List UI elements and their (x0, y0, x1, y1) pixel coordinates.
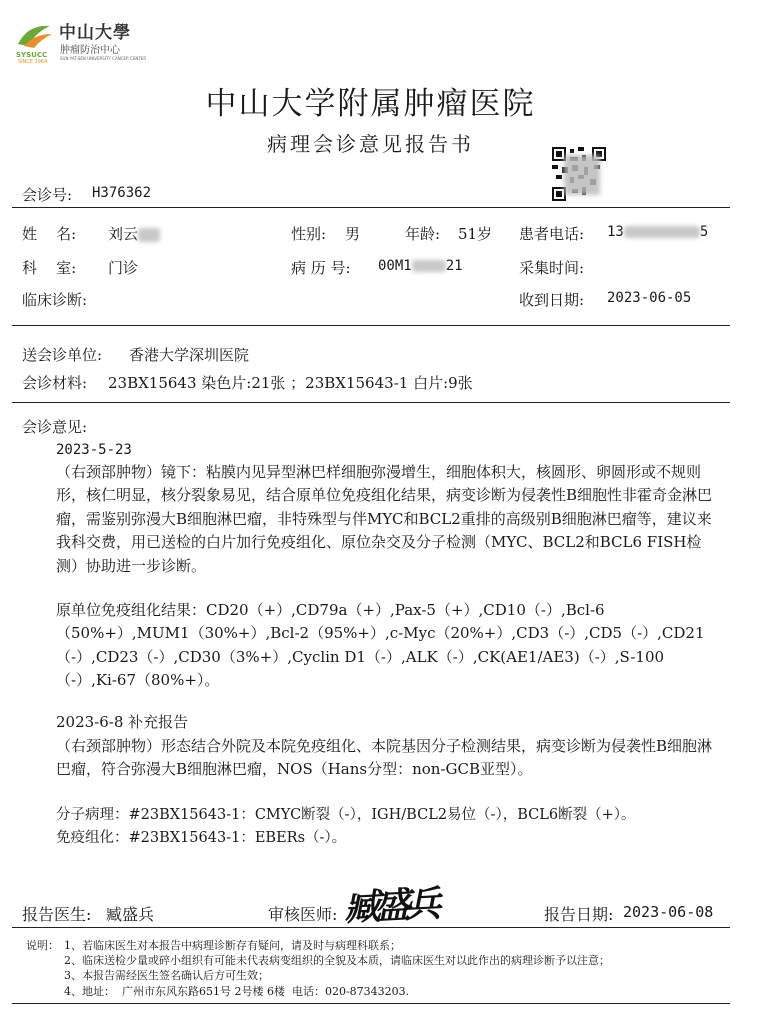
patient-name: 刘云 (108, 225, 139, 243)
reviewer-signature: 臧盛兵 (342, 882, 443, 930)
opinion-immuno: 免疫组化：#23BX15643-1：EBERs（-）。 (56, 830, 347, 846)
collect-label: 采集时间: (519, 259, 585, 277)
record-prefix: 00M1 (378, 258, 412, 274)
note-item: 4、地址： 广州市东风东路651号 2号楼 6楼 电话：020-87343203. (64, 985, 410, 998)
phone-redaction (624, 226, 700, 238)
record-suffix: 21 (445, 258, 463, 274)
divider-patient (12, 325, 730, 326)
consult-no: H376362 (92, 185, 152, 201)
qr-code (552, 147, 606, 201)
unit-label: 送会诊单位: (22, 346, 103, 364)
age-label: 年龄: (405, 225, 441, 243)
opinion-ihc: 原单位免疫组化结果：CD20（+）,CD79a（+）,Pax-5（+）,CD10（-）,Bcl-6（50%+）,MUM1（30%+）,Bcl-2（95%+）,c-Myc（20%+）,CD3（-）,CD5（-）,CD21（-）,CD23（-）,CD30（3%+）,Cyclin D1（-）,ALK（-）,CK(AE1/AE3)（-）,S-100（-）,Ki-67（80%+）。 (56, 601, 705, 690)
unit-value: 香港大学深圳医院 (129, 346, 250, 364)
consult-no-label: 会诊号: (22, 186, 73, 204)
dept-value: 门诊 (108, 259, 139, 277)
sex-label: 性别: (291, 225, 327, 243)
doctor-label: 报告医生: (22, 905, 92, 924)
note-item: 2、临床送检少量或碎小组织有可能未代表病变组织的全貌及本质，请临床医生对以此作出的病理诊断予以注意； (64, 954, 610, 967)
hospital-logo (14, 18, 154, 66)
diag-label: 临床诊断: (22, 291, 88, 309)
logo-en-name: SUN YAT-SEN UNIVERSITY CANCER CENTER (60, 56, 147, 61)
phone-prefix: 13 (607, 224, 624, 240)
record-redaction (412, 260, 446, 272)
divider-signoff (12, 927, 730, 928)
sex-value: 男 (345, 225, 361, 243)
material-label: 会诊材料: (22, 374, 88, 392)
phone-label: 患者电话: (519, 225, 585, 243)
report-date-value: 2023-06-08 (623, 903, 714, 921)
dept-label: 科 室: (22, 259, 77, 277)
opinion-date2: 2023-6-8 补充报告 (56, 713, 189, 731)
logo-since: SINCE 1964 (18, 59, 48, 65)
opinion-molecular: 分子病理：#23BX15643-1：CMYC断裂（-），IGH/BCL2易位（-），BCL6断裂（+）。 (56, 807, 636, 823)
record-value (378, 258, 463, 274)
received-label: 收到日期: (519, 291, 585, 309)
note-item: 1、若临床医生对本报告中病理诊断存有疑问，请及时与病理科联系； (64, 939, 401, 952)
logo-cn-name: 中山大學 (59, 23, 131, 43)
report-date-label: 报告日期: (544, 905, 614, 924)
opinion-para2: （右颈部肿物）形态结合外院及本院免疫组化、本院基因分子检测结果，病变诊断为侵袭性B细胞淋巴瘤，符合弥漫大B细胞淋巴瘤，NOS（Hans分型：non-GCB亚型）。 (56, 737, 713, 779)
hospital-title: 中山大学附属肿瘤医院 (205, 86, 536, 122)
report-title: 病理会诊意见报告书 (267, 132, 474, 156)
phone-value (607, 224, 708, 240)
note-item: 3、本报告需经医生签名确认后方可生效； (64, 969, 269, 982)
name-value (108, 223, 160, 244)
logo-emblem-icon (14, 20, 54, 52)
reviewer-label: 审核医师: (268, 905, 338, 924)
divider-bottom (12, 1003, 730, 1004)
notes-label: 说明： (26, 939, 59, 952)
name-redaction (138, 228, 160, 242)
divider-top (12, 207, 730, 208)
record-label: 病 历 号: (291, 259, 351, 277)
name-label: 姓 名: (22, 225, 77, 243)
opinion-para1: （右颈部肿物）镜下：粘膜内见异型淋巴样细胞弥漫增生，细胞体积大，核圆形、卵圆形或不规则形，核仁明显，核分裂象易见，结合原单位免疫组化结果，病变诊断为侵袭性B细胞性非霍奇金淋巴瘤，需鉴别弥漫大B细胞淋巴瘤，非特殊型与伴MYC和BCL2重排的高级别B细胞淋巴瘤等，建议来我科交费，用已送检的白片加行免疫组化、原位杂交及分子检测（MYC、BCL2和BCL6 FISH检测）协助进一步诊断。 (56, 463, 713, 575)
age-value: 51岁 (458, 225, 493, 243)
divider-submission (12, 402, 730, 403)
phone-suffix: 5 (699, 224, 709, 240)
received-value: 2023-06-05 (607, 290, 692, 306)
logo-cn-sub: 肿瘤防治中心 (60, 45, 120, 56)
doctor-value: 臧盛兵 (106, 905, 155, 924)
material-value: 23BX15643 染色片:21张 ；23BX15643-1 白片:9张 (108, 374, 473, 392)
opinion-date1: 2023-5-23 (56, 442, 132, 458)
opinion-heading: 会诊意见: (22, 418, 88, 436)
logo-abbr: SYSUCC (16, 51, 48, 59)
